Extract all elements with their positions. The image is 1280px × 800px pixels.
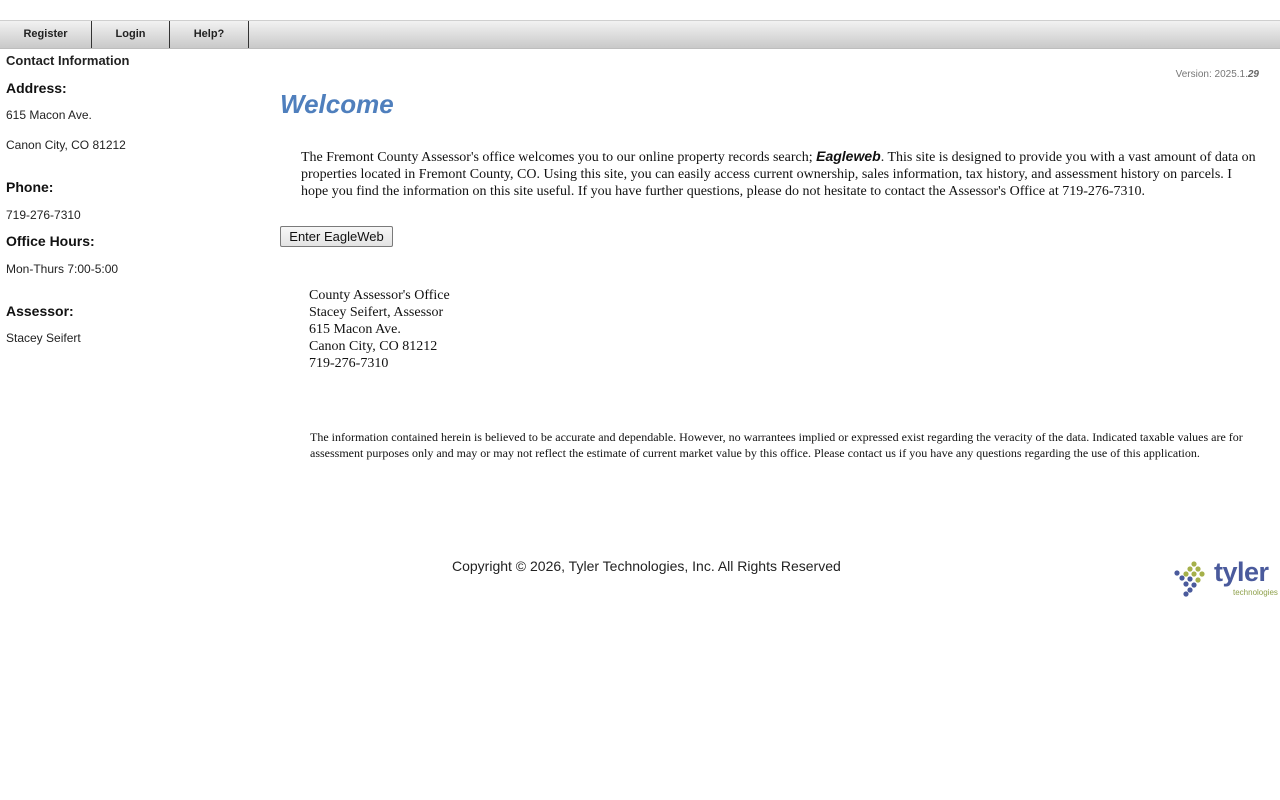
version-label [1176, 69, 1259, 80]
page-title: Welcome [280, 89, 394, 119]
address-label: Address: [6, 80, 67, 96]
copyright-text: Copyright © 2026, Tyler Technologies, Inc. All Rights Reserved [452, 558, 841, 574]
enter-eagleweb-button[interactable]: Enter EagleWeb [280, 226, 393, 247]
assessor-value: Stacey Seifert [6, 331, 81, 345]
login-button[interactable]: Login [92, 21, 170, 48]
register-button[interactable]: Register [0, 21, 92, 48]
office-hours-label: Office Hours: [6, 233, 95, 249]
office-hours-value: Mon-Thurs 7:00-5:00 [6, 262, 119, 276]
office-address-block [309, 287, 450, 372]
version-prefix: Version: 2025.1. [1175, 69, 1248, 80]
phone-value: 719-276-7310 [6, 208, 81, 222]
office-city: Canon City, CO 81212 [309, 339, 438, 354]
phone-label: Phone: [6, 179, 54, 195]
address-line2: Canon City, CO 81212 [6, 138, 126, 152]
office-street: 615 Macon Ave. [309, 322, 401, 337]
contact-info-heading: Contact Information [6, 53, 130, 68]
tyler-logo-sub: technologies [1233, 588, 1278, 597]
office-name: County Assessor's Office [309, 288, 450, 303]
intro-paragraph [301, 148, 1261, 200]
disclaimer-text: The information contained herein is believed to be accurate and dependable. However, no warrantees implied or expressed exist regarding the veracity of the data. Indicated taxable values are for assessment purposes only and may or may not reflect the estimate of current market value by this office. Please contact us if you have any questions regarding the use of this application. [310, 430, 1243, 460]
assessor-label: Assessor: [6, 303, 74, 319]
eagleweb-brand: Eagleweb [816, 148, 881, 164]
office-phone: 719-276-7310 [309, 356, 389, 371]
intro-text-start: The Fremont County Assessor's office welcomes you to our online property records search; [301, 150, 817, 165]
address-line1: 615 Macon Ave. [6, 108, 92, 122]
tyler-dots-icon [1174, 561, 1210, 597]
top-nav-bar [0, 20, 1280, 49]
tyler-logo-word: tyler [1214, 557, 1269, 587]
help-button[interactable]: Help? [170, 21, 249, 48]
tyler-logo [1174, 557, 1280, 599]
office-assessor: Stacey Seifert, Assessor [309, 305, 444, 320]
contact-sidebar [6, 53, 246, 345]
intro-text-end: . This site is designed to provide you with a vast amount of data on properties located in Fremont County, CO. Using this site, you can easily access current ownership, sales information, tax history, and assessment history on parcels. I hope you find the information on this site useful. If you have further questions, please do not hesitate to contact the Assessor's Office at 719-276-7310. [301, 150, 1256, 199]
version-build: 29 [1247, 69, 1259, 80]
